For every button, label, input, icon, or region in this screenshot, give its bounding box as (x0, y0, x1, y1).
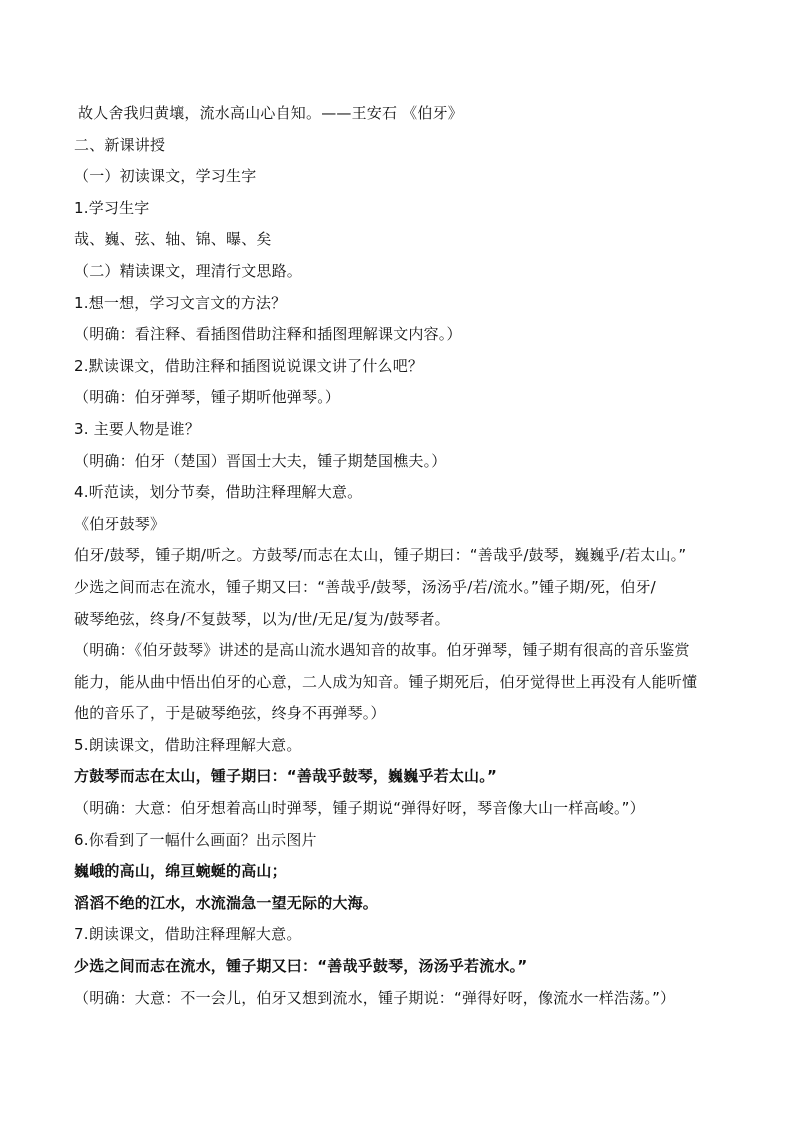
bold-description-line: 滔滔不绝的江水，水流湍急一望无际的大海。 (74, 893, 379, 912)
answer-line: 他的音乐了，于是破琴绝弦，终身不再弹琴。） (74, 704, 386, 723)
step-heading: 1.学习生字 (74, 198, 150, 217)
question-line: 4.听范读，划分节奏，借助注释理解大意。 (74, 483, 363, 502)
answer-line: （明确：伯牙（楚国）晋国士大夫，锺子期楚国樵夫。） (74, 451, 447, 470)
question-line: 1.想一想，学习文言文的方法？ (74, 293, 287, 312)
answer-line: （明确：《伯牙鼓琴》讲述的是高山流水遇知音的故事。伯牙弹琴，锺子期有很高的音乐鉴赏 (74, 641, 690, 660)
document-page (74, 98, 734, 1014)
subsection-heading: （一）初读课文，学习生字 (74, 167, 257, 186)
bold-quote-line: 少选之间而志在流水，锺子期又曰：“善哉乎鼓琴，汤汤乎若流水。” (74, 957, 528, 976)
text-title: 《伯牙鼓琴》 (74, 514, 166, 533)
question-line: 2.默读课文，借助注释和插图说说课文讲了什么吧？ (74, 356, 424, 375)
answer-line: （明确：大意：不一会儿，伯牙又想到流水，锺子期说：“弹得好呀，像流水一样浩荡。”） (74, 988, 676, 1007)
bold-description-line: 巍峨的高山，绵亘蜿蜒的高山； (74, 862, 287, 881)
question-line: 7.朗读课文，借助注释理解大意。 (74, 925, 302, 944)
text-body-line: 伯牙/鼓琴，锺子期/听之。方鼓琴/而志在太山，锺子期曰：“善哉乎/鼓琴，巍巍乎/若太山。” (74, 546, 687, 565)
answer-line: 能力，能从曲中悟出伯牙的心意，二人成为知音。锺子期死后，伯牙觉得世上再没有人能听懂 (74, 672, 698, 691)
answer-line: （明确：伯牙弹琴，锺子期听他弹琴。） (74, 388, 341, 407)
answer-line: （明确：看注释、看插图借助注释和插图理解课文内容。） (74, 325, 462, 344)
question-line: 6.你看到了一幅什么画面？出示图片 (74, 830, 317, 849)
answer-line: （明确：大意：伯牙想着高山时弹琴，锺子期说“弹得好呀，琴音像大山一样高峻。”） (74, 799, 645, 818)
text-body-line: 破琴绝弦，终身/不复鼓琴，以为/世/无足/复为/鼓琴者。 (74, 609, 450, 628)
text-body-line: 少选之间而志在流水，锺子期又曰：“善哉乎/鼓琴，汤汤乎/若/流水。”锺子期/死，伯牙/ (74, 577, 656, 596)
section-heading: 二、新课讲授 (74, 135, 166, 154)
character-list: 哉、巍、弦、轴、锦、曝、矣 (74, 230, 272, 249)
subsection-heading: （二）精读课文，理清行文思路。 (74, 261, 303, 280)
question-line: 5.朗读课文，借助注释理解大意。 (74, 735, 302, 754)
quote-line: 故人舍我归黄壤，流水高山心自知。——王安石 《伯牙》 (78, 104, 463, 122)
bold-quote-line: 方鼓琴而志在太山，锺子期曰：“善哉乎鼓琴，巍巍乎若太山。” (74, 767, 498, 786)
question-line: 3. 主要人物是谁？ (74, 419, 201, 438)
